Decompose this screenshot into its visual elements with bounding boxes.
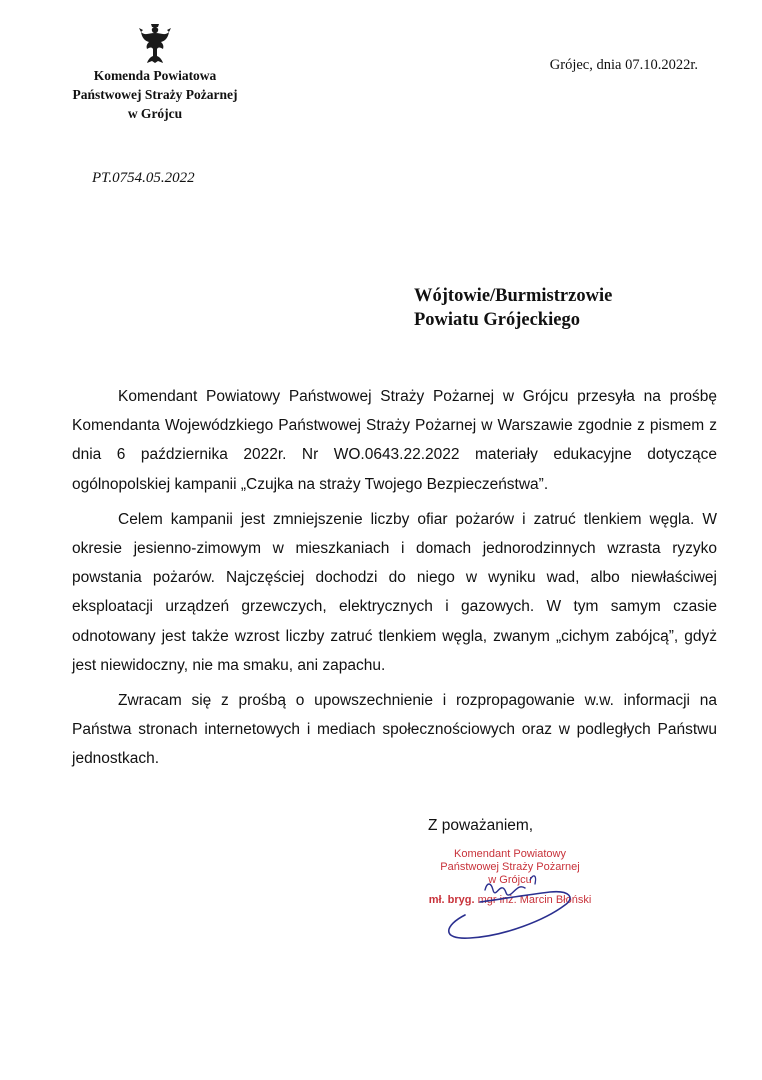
org-name-line2: Państwowej Straży Pożarnej xyxy=(72,87,238,102)
polish-eagle-emblem-icon xyxy=(137,22,173,64)
org-name-line1: Komenda Powiatowa xyxy=(93,68,217,83)
stamp-name: mgr inż. Marcin Błoński xyxy=(477,894,592,906)
place-and-date: Grójec, dnia 07.10.2022r. xyxy=(549,57,698,73)
handwritten-signature xyxy=(425,860,595,940)
body-paragraph-2: Celem kampanii jest zmniejszenie liczby ofiar pożarów i zatruć tlenkiem węgla. W okresie jesienno-zimowym w mieszkaniach i domach jednorodzinnych wzrasta ryzyko powstania pożarów. Najczęściej dochodzi do niego w wyniku wad, albo niewłaściwej eksploatacji urządzeń grzewczych, elektrycznych i gazowych. W tym samym czasie odnotowany jest także wzrost liczby zatruć tlenkiem węgla, zwanym „cichym zabójcą”, gdyż jest niewidoczny, nie ma smaku, ani zapachu. xyxy=(72,510,717,674)
reference-number: PT.0754.05.2022 xyxy=(92,170,195,186)
addressee-line1: Wójtowie/Burmistrzowie xyxy=(414,286,613,306)
letter-body xyxy=(72,382,717,780)
issuing-organization xyxy=(70,66,240,123)
stamp-rank: mł. bryg. xyxy=(428,894,475,906)
addressee-block xyxy=(414,284,612,332)
stamp-line3: w Grójcu xyxy=(488,874,532,886)
body-paragraph-3: Zwracam się z prośbą o upowszechnienie i rozpropagowanie w.w. informacji na Państwa stronach internetowych i mediach społecznościowych oraz w podległych Państwu jednostkach. xyxy=(72,692,717,768)
stamp-line2: Państwowej Straży Pożarnej xyxy=(440,861,580,873)
addressee-line2: Powiatu Grójeckiego xyxy=(414,310,580,330)
org-name-line3: w Grójcu xyxy=(127,106,183,121)
stamp-line1: Komendant Powiatowy xyxy=(454,848,566,860)
closing-salutation: Z poważaniem, xyxy=(428,817,534,834)
body-paragraph-1: Komendant Powiatowy Państwowej Straży Pożarnej w Grójcu przesyła na prośbę Komendanta Wojewódzkiego Państwowej Straży Pożarnej w Warszawie zgodnie z pismem z dnia 6 października 2022r. Nr WO.0643.22.2022 materiały edukacyjne dotyczące ogólnopolskiej kampanii „Czujka na straży Twojego Bezpieczeństwa”. xyxy=(72,388,717,493)
